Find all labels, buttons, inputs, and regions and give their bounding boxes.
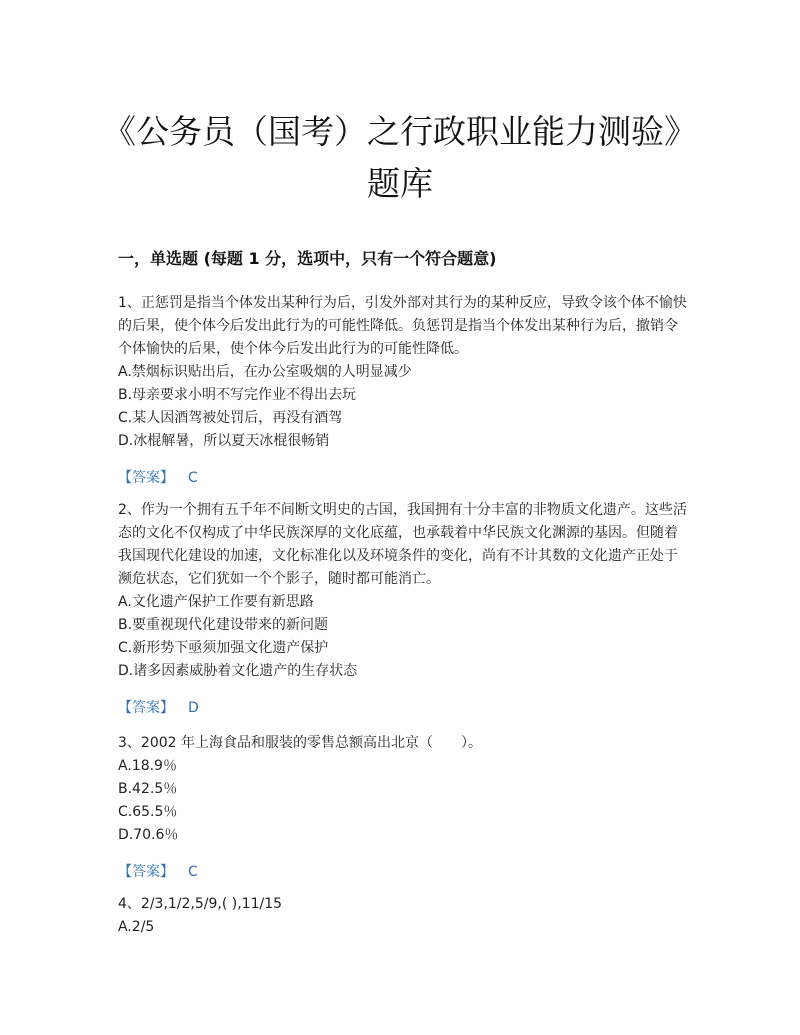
option-a: A.文化遗产保护工作要有新思路 [118, 594, 314, 610]
option-b: B.42.5％ [118, 781, 178, 797]
option-a: A.2/5 [118, 919, 155, 935]
question-2 [118, 499, 688, 720]
option-c: C.新形势下亟须加强文化遗产保护 [118, 640, 329, 656]
answer-line [118, 467, 688, 490]
answer-label: 【答案】 [118, 864, 174, 880]
option-d: D.诸多因素威胁着文化遗产的生存状态 [118, 663, 358, 679]
question-1 [118, 292, 688, 490]
option-b: B.要重视现代化建设带来的新问题 [118, 617, 329, 633]
answer-label: 【答案】 [118, 700, 174, 716]
answer-value: C [188, 470, 198, 486]
question-stem: 1、正惩罚是指当个体发出某种行为后，引发外部对其行为的某种反应，导致令该个体不愉快的后果，使个体今后发出此行为的可能性降低。负惩罚是指当个体发出某种行为后，撤销令个体愉快的后果，使个体今后发出此行为的可能性降低。 [118, 295, 687, 357]
question-stem: 2、作为一个拥有五千年不间断文明史的古国，我国拥有十分丰富的非物质文化遗产。这些活态的文化不仅构成了中华民族深厚的文化底蕴，也承载着中华民族文化渊源的基因。但随着我国现代化建设的加速，文化标准化以及环境条件的变化，尚有不计其数的文化遗产正处于濒危状态，它们犹如一个个影子，随时都可能消亡。 [118, 502, 687, 587]
option-d: D.冰棍解暑，所以夏天冰棍很畅销 [118, 433, 330, 449]
answer-value: D [188, 700, 199, 716]
option-a: A.禁烟标识贴出后，在办公室吸烟的人明显减少 [118, 364, 412, 380]
question-4 [118, 893, 688, 939]
question-3 [118, 732, 688, 884]
question-stem: 3、2002 年上海食品和服装的零售总额高出北京（ ）。 [118, 735, 482, 751]
option-c: C.65.5％ [118, 804, 178, 820]
option-a: A.18.9％ [118, 758, 177, 774]
question-stem: 4、2/3,1/2,5/9,( ),11/15 [118, 896, 283, 912]
answer-label: 【答案】 [118, 470, 174, 486]
option-d: D.70.6％ [118, 827, 179, 843]
document-title: 《公务员（国考）之行政职业能力测验》题库 [103, 112, 697, 203]
section-heading: 一，单选题 (每题 1 分，选项中，只有一个符合题意) [118, 249, 497, 268]
option-b: B.母亲要求小明不写完作业不得出去玩 [118, 387, 357, 403]
answer-line [118, 861, 688, 884]
answer-value: C [188, 864, 198, 880]
answer-line [118, 697, 688, 720]
option-c: C.某人因酒驾被处罚后，再没有酒驾 [118, 410, 343, 426]
